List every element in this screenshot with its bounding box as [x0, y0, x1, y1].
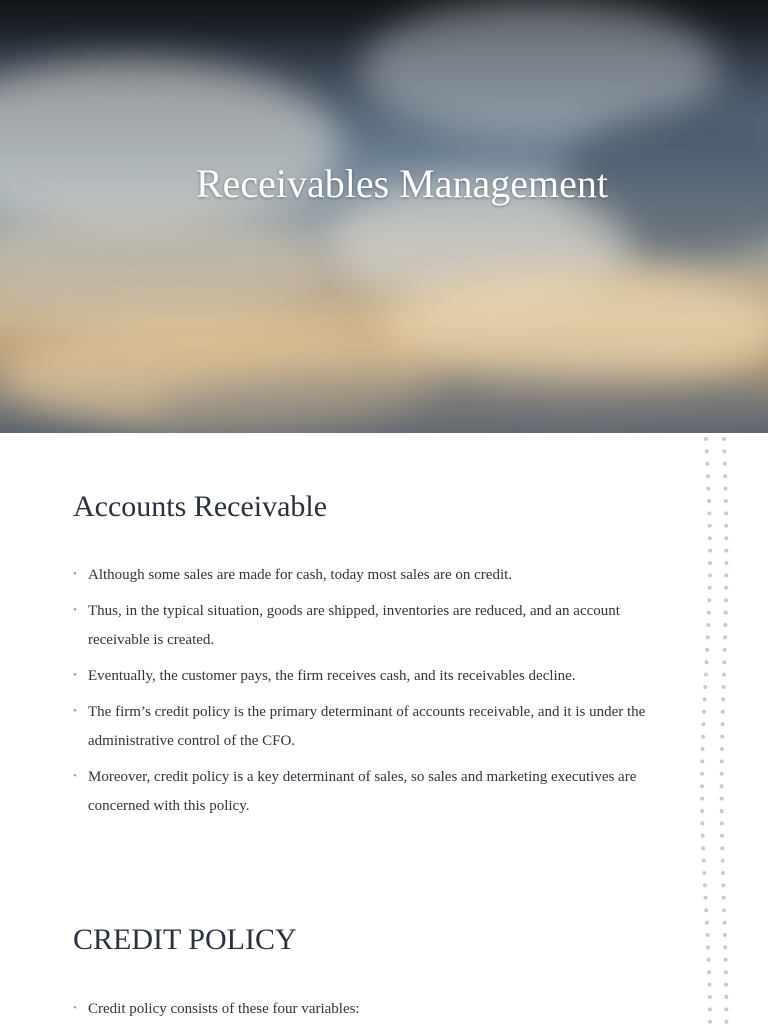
bullet-item	[73, 597, 673, 655]
decorative-dot	[724, 524, 728, 528]
decorative-dot	[701, 735, 705, 739]
decorative-dot	[708, 1020, 712, 1024]
bullet-item	[73, 561, 673, 590]
decorative-dot	[720, 747, 724, 751]
bullet-item	[73, 662, 673, 691]
decorative-dot	[724, 1007, 728, 1011]
bullet-dot-icon: •	[73, 568, 77, 580]
decorative-dot	[720, 735, 724, 739]
decorative-dot	[707, 611, 711, 615]
bullet-item	[73, 698, 673, 756]
decorative-dot	[706, 474, 710, 478]
decorative-dot	[700, 809, 704, 813]
decorative-dot	[707, 970, 711, 974]
decorative-dot	[724, 511, 728, 515]
decorative-dot	[707, 487, 711, 491]
bullet-text: Although some sales are made for cash, today most sales are on credit.	[88, 567, 513, 583]
decorative-dot	[707, 511, 711, 515]
decorative-dot	[721, 871, 725, 875]
decorative-dot	[724, 995, 728, 999]
decorative-dot	[704, 896, 708, 900]
decorative-dot	[722, 660, 726, 664]
decorative-dot	[722, 908, 726, 912]
title-slide-banner	[0, 0, 768, 433]
bullet-item	[73, 763, 673, 821]
decorative-dot	[701, 722, 705, 726]
bullet-dot-icon: •	[73, 669, 77, 681]
bullet-item	[73, 995, 673, 1024]
decorative-dot	[707, 958, 711, 962]
bullet-dot-icon: •	[73, 705, 77, 717]
decorative-dot	[724, 958, 728, 962]
bullet-dot-icon: •	[73, 770, 77, 782]
decorative-dot	[705, 660, 709, 664]
decorative-dot	[705, 648, 709, 652]
decorative-dot	[724, 970, 728, 974]
decorative-dot	[723, 635, 727, 639]
decorative-dot	[703, 883, 707, 887]
decorative-dot	[700, 821, 704, 825]
decorative-dot	[708, 573, 712, 577]
decorative-dot	[723, 933, 727, 937]
decorative-dot	[722, 685, 726, 689]
decorative-dot	[724, 487, 728, 491]
decorative-dot	[721, 859, 725, 863]
decorative-dot	[720, 772, 724, 776]
decorative-dot	[724, 561, 728, 565]
content-slide	[0, 433, 768, 1024]
decorative-dot	[724, 499, 728, 503]
decorative-dot	[723, 648, 727, 652]
decorative-dot	[722, 437, 726, 441]
decorative-dot	[708, 983, 712, 987]
decorative-dot	[720, 809, 724, 813]
decorative-dot	[724, 536, 728, 540]
decorative-dot	[706, 945, 710, 949]
decorative-dot	[708, 1007, 712, 1011]
decorative-dot	[701, 846, 705, 850]
credit-policy-heading: CREDIT POLICY	[73, 923, 297, 956]
presentation-title: Receivables Management	[195, 161, 609, 206]
decorative-dot	[705, 462, 709, 466]
decorative-dot	[708, 549, 712, 553]
dotted-decoration	[698, 433, 738, 1024]
decorative-dot	[705, 921, 709, 925]
decorative-dot	[720, 821, 724, 825]
cloud-shape	[0, 210, 320, 330]
decorative-dot	[700, 759, 704, 763]
decorative-dot	[724, 549, 728, 553]
credit-policy-bullet-list	[73, 995, 673, 1024]
bullet-dot-icon: •	[73, 1002, 77, 1014]
decorative-dot	[708, 586, 712, 590]
decorative-dot	[708, 524, 712, 528]
bullet-text: Thus, in the typical situation, goods are shipped, inventories are reduced, and an account receivable is created.	[88, 603, 620, 648]
decorative-dot	[708, 561, 712, 565]
decorative-dot	[700, 772, 704, 776]
decorative-dot	[723, 474, 727, 478]
decorative-dot	[720, 759, 724, 763]
decorative-dot	[724, 611, 728, 615]
decorative-dot	[723, 623, 727, 627]
decorative-dot	[701, 747, 705, 751]
decorative-dot	[720, 797, 724, 801]
decorative-dot	[720, 846, 724, 850]
decorative-dot	[722, 896, 726, 900]
decorative-dot	[724, 573, 728, 577]
decorative-dot	[724, 598, 728, 602]
decorative-dot	[708, 536, 712, 540]
decorative-dot	[705, 449, 709, 453]
decorative-dot	[721, 697, 725, 701]
decorative-dot	[702, 871, 706, 875]
decorative-dot	[723, 921, 727, 925]
decorative-dot	[720, 834, 724, 838]
decorative-dot	[724, 983, 728, 987]
decorative-dot	[704, 908, 708, 912]
decorative-dot	[706, 933, 710, 937]
bullet-text: Credit policy consists of these four variables:	[88, 1001, 360, 1017]
decorative-dot	[724, 586, 728, 590]
bullet-text: Moreover, credit policy is a key determinant of sales, so sales and marketing executives are concerned with this policy.	[88, 769, 637, 814]
decorative-dot	[702, 859, 706, 863]
decorative-dot	[701, 834, 705, 838]
decorative-dot	[700, 784, 704, 788]
decorative-dot	[723, 945, 727, 949]
decorative-dot	[722, 449, 726, 453]
decorative-dot	[722, 673, 726, 677]
decorative-dot	[721, 883, 725, 887]
bullet-text: Eventually, the customer pays, the firm receives cash, and its receivables decline.	[88, 668, 576, 684]
decorative-dot	[703, 685, 707, 689]
decorative-dot	[721, 710, 725, 714]
bullet-dot-icon: •	[73, 604, 77, 616]
decorative-dot	[720, 784, 724, 788]
decorative-dot	[704, 437, 708, 441]
decorative-dot	[707, 499, 711, 503]
decorative-dot	[707, 598, 711, 602]
decorative-dot	[721, 722, 725, 726]
accounts-receivable-bullet-list	[73, 561, 673, 828]
decorative-dot	[703, 697, 707, 701]
decorative-dot	[700, 797, 704, 801]
decorative-dot	[724, 1020, 728, 1024]
accounts-receivable-heading: Accounts Receivable	[73, 490, 328, 523]
bullet-text: The firm’s credit policy is the primary determinant of accounts receivable, and it is under the administrative control of the CFO.	[88, 704, 646, 749]
decorative-dot	[708, 995, 712, 999]
decorative-dot	[723, 462, 727, 466]
decorative-dot	[702, 710, 706, 714]
decorative-dot	[704, 673, 708, 677]
decorative-dot	[706, 623, 710, 627]
decorative-dot	[706, 635, 710, 639]
